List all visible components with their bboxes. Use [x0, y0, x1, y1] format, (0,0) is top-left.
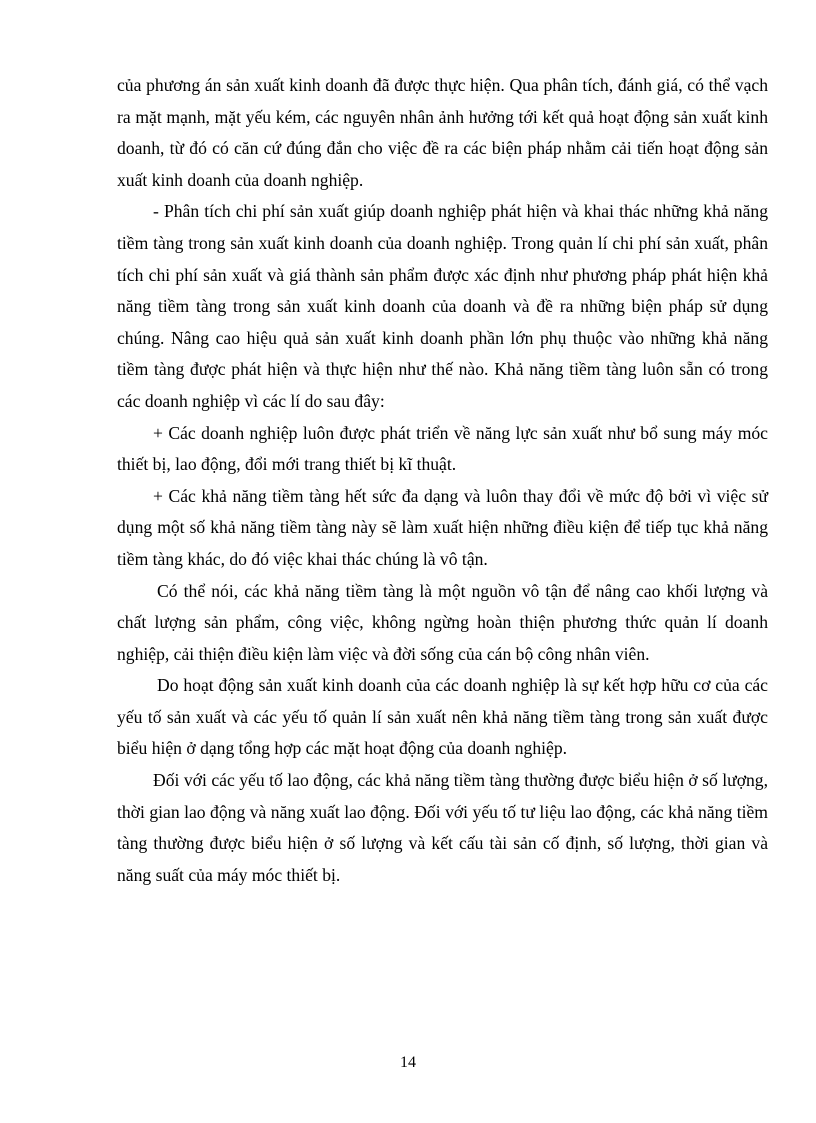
paragraph-bullet-diversity: + Các khả năng tiềm tàng hết sức đa dạng và luôn thay đổi về mức độ bởi vì việc sử dụng một số khả năng tiềm tàng này sẽ làm xuất hiện những điều kiện để tiếp tục khả năng tiềm tàng khác, do đó việc khai thác chúng là vô tận. [117, 485, 768, 569]
paragraph-continuation: của phương án sản xuất kinh doanh đã được thực hiện. Qua phân tích, đánh giá, có thể vạch ra mặt mạnh, mặt yếu kém, các nguyên nhân ảnh hưởng tới kết quả hoạt động sản xuất kinh doanh, từ đó có căn cứ đúng đắn cho việc đề ra các biện pháp nhằm cải tiến hoạt động sản xuất kinh doanh của doanh nghiệp. [117, 75, 768, 190]
paragraph-bullet-capacity: + Các doanh nghiệp luôn được phát triển về năng lực sản xuất như bổ sung máy móc thiết bị, lao động, đổi mới trang thiết bị kĩ thuật. [117, 422, 768, 475]
paragraph-cost-analysis: - Phân tích chi phí sản xuất giúp doanh nghiệp phát hiện và khai thác những khả năng tiềm tàng trong sản xuất kinh doanh của doanh nghiệp. Trong quản lí chi phí sản xuất, phân tích chi phí sản xuất và giá thành sản phẩm được xác định như phương pháp phát hiện khả năng tiềm tàng trong sản xuất kinh doanh của doanh và đề ra những biện pháp sử dụng chúng. Nâng cao hiệu quả sản xuất kinh doanh phần lớn phụ thuộc vào những khả năng tiềm tàng được phát hiện và thực hiện như thế nào. Khả năng tiềm tàng luôn sẵn có trong các doanh nghiệp vì các lí do sau đây: [117, 201, 768, 411]
paragraph-potential-source: Có thể nói, các khả năng tiềm tàng là một nguồn vô tận để nâng cao khối lượng và chất lượng sản phẩm, công việc, không ngừng hoàn thiện phương thức quản lí doanh nghiệp, cải thiện điều kiện làm việc và đời sống của cán bộ công nhân viên. [117, 580, 768, 664]
paragraph-production-factors: Do hoạt động sản xuất kinh doanh của các doanh nghiệp là sự kết hợp hữu cơ của các yếu tố sản xuất và các yếu tố quản lí sản xuất nên khả năng tiềm tàng trong sản xuất được biểu hiện ở dạng tổng hợp các mặt hoạt động của doanh nghiệp. [117, 675, 768, 759]
document-body [117, 70, 768, 891]
paragraph-labor-factors: Đối với các yếu tố lao động, các khả năng tiềm tàng thường được biểu hiện ở số lượng, thời gian lao động và năng xuất lao động. Đối với yếu tố tư liệu lao động, các khả năng tiềm tàng thường được biểu hiện ở số lượng và kết cấu tài sản cố định, số lượng, thời gian và năng suất của máy móc thiết bị. [117, 770, 768, 885]
page-number: 14 [400, 1054, 416, 1071]
